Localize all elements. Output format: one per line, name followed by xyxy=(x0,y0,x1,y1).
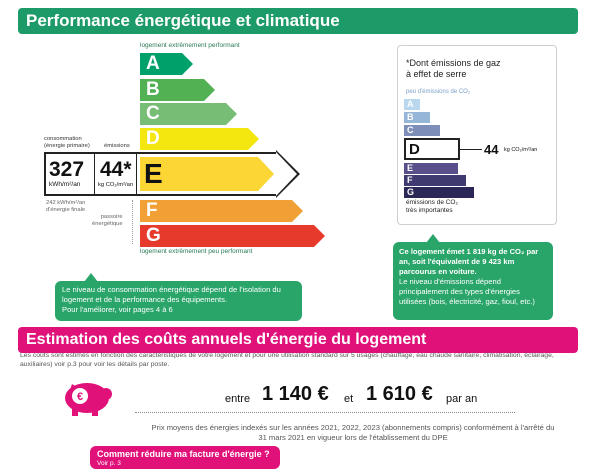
current-energy-class-tip xyxy=(258,157,274,191)
ges-info-text: Le niveau d'émissions dépend principalement des types d'énergies utilisées (bois, électricité, gaz, fioul, etc.) xyxy=(399,277,535,306)
ges-top-caption: peu d'émissions de CO₂ xyxy=(406,89,471,95)
svg-text:€: € xyxy=(76,391,84,403)
cost-divider xyxy=(135,412,515,413)
cost-entre: entre xyxy=(225,393,251,405)
conso-value: 327 xyxy=(49,158,85,181)
section-header-costs: Estimation des coûts annuels d'énergie du logement xyxy=(18,327,578,353)
reduce-bill-title: Comment réduire ma facture d'énergie ? xyxy=(97,449,270,459)
box-divider-2 xyxy=(136,154,137,194)
ges-value: 44 xyxy=(484,142,499,157)
piggy-bank-icon xyxy=(58,378,118,418)
reduce-bill-sub: Voir p. 3 xyxy=(97,460,121,467)
ges-title: *Dont émissions de gaz à effet de serre xyxy=(406,58,501,79)
energy-class-a: A xyxy=(140,53,182,75)
energy-info-bubble: Le niveau de consommation énergétique dépend de l'isolation du logement et de la performance des équipements. Pour l'améliorer, voir pages 4 à 6 xyxy=(55,281,302,321)
ges-pointer-line xyxy=(460,149,482,150)
emissions-label: émissions xyxy=(104,143,130,149)
watermark: Arthurimmo.com xyxy=(238,229,319,240)
cost-par-an: par an xyxy=(446,393,478,405)
ges-info-bubble xyxy=(393,242,553,320)
energy-bottom-caption: logement extrêmement peu performant xyxy=(140,248,253,255)
costs-note: Les coûts sont estimés en fonction des caractéristiques de votre logement et pour une utilisation standard sur 5 usages (chauffage, eau chaude sanitaire, climatisation, éclairage, auxiliaires) voir p.3 pour voir les détails par poste. xyxy=(20,352,554,368)
ges-class-a: A xyxy=(404,99,420,110)
ges-unit: kg CO₂/m²/an xyxy=(504,147,538,153)
energy-top-caption: logement extrêmement performant xyxy=(140,42,240,49)
cost-et: et xyxy=(344,393,354,405)
emissions-value: 44* xyxy=(100,158,132,181)
energy-class-g: G xyxy=(140,225,314,247)
reduce-bill-link[interactable] xyxy=(90,446,280,469)
ges-panel xyxy=(397,45,557,225)
current-energy-class: E xyxy=(140,157,258,191)
energy-class-b: B xyxy=(140,79,204,101)
ges-bottom-caption: émissions de CO₂ très importantes xyxy=(406,199,459,214)
final-energy-note: 242 kWh/m²/an d'énergie finale xyxy=(46,200,86,213)
cost-high: 1 610 € xyxy=(366,383,433,405)
ges-class-c: C xyxy=(404,125,440,136)
energy-class-c: C xyxy=(140,103,226,125)
ges-class-g: G xyxy=(404,187,474,198)
passoire-label: passoire énergétique xyxy=(92,214,123,227)
ges-class-b: B xyxy=(404,112,430,123)
conso-label: consommation (énergie primaire) xyxy=(44,136,90,149)
cost-low: 1 140 € xyxy=(262,383,329,405)
section-header-performance: Performance énergétique et climatique xyxy=(18,8,578,34)
energy-class-d: D xyxy=(140,128,248,150)
box-divider xyxy=(94,154,95,194)
emissions-unit: kg CO₂/m²/an xyxy=(98,182,134,188)
ges-class-e: E xyxy=(404,163,458,174)
passoire-bracket xyxy=(132,200,133,244)
prices-note: Prix moyens des énergies indexés sur les années 2021, 2022, 2023 (abonnements compris) conformément à l'arrêté du 31 mars 2021 en vigueur lors de l'établissement du DPE xyxy=(151,423,555,442)
ges-class-f: F xyxy=(404,175,466,186)
ges-class-d: D xyxy=(404,138,460,160)
energy-class-f: F xyxy=(140,200,292,222)
ges-info-bold: Ce logement émet 1 819 kg de CO₂ par an, soit l'équivalent de 9 423 km parcourus en voiture. xyxy=(399,247,539,276)
conso-unit: kWh/m²/an xyxy=(49,181,81,188)
